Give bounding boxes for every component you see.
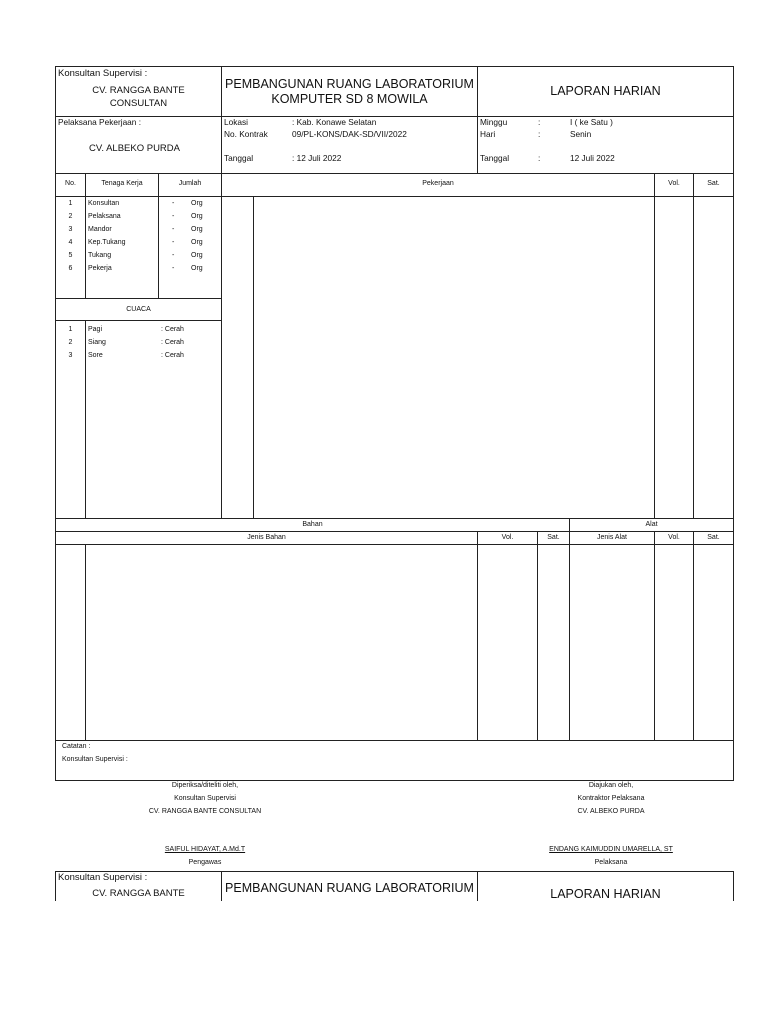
hari-label: Hari	[480, 129, 496, 139]
border-line	[55, 298, 222, 299]
sign-right-line2: Kontraktor Pelaksana	[577, 795, 645, 802]
border-line	[55, 740, 734, 741]
col-jumlah: Jumlah	[178, 180, 202, 187]
row-name: Mandor	[88, 226, 112, 233]
sign-left-line3: CV. RANGGA BANTE CONSULTAN	[148, 808, 262, 815]
alat-header: Alat	[645, 521, 658, 528]
sign-right-line1: Diajukan oleh,	[588, 782, 634, 789]
border-line	[158, 173, 159, 298]
col-tenaga-kerja: Tenaga Kerja	[101, 180, 143, 187]
border-line	[55, 544, 734, 545]
sign-left-line2: Konsultan Supervisi	[174, 795, 236, 802]
tanggal2-colon: :	[538, 153, 541, 163]
sign-left-name: SAIFUL HIDAYAT, A.Md.T	[164, 846, 246, 853]
row-no: 4	[68, 239, 73, 246]
hari-colon: :	[538, 129, 541, 139]
kontrak-value: 09/PL-KONS/DAK-SD/VII/2022	[292, 129, 407, 139]
row-no: 1	[68, 200, 73, 207]
row-unit: Org	[191, 226, 203, 233]
border-line	[654, 531, 655, 740]
pelaksana-name: CV. ALBEKO PURDA	[89, 143, 180, 154]
cuaca-value: : Cerah	[161, 339, 184, 346]
border-line	[55, 196, 734, 197]
sign-right-role: Pelaksana	[594, 859, 628, 866]
row-no: 3	[68, 226, 73, 233]
sign-left-role: Pengawas	[188, 859, 222, 866]
sign-right-name: ENDANG KAIMUDDIN UMARELLA, ST	[549, 846, 673, 853]
border-line	[55, 320, 222, 321]
border-line	[55, 116, 734, 117]
tanggal2-label: Tanggal	[480, 153, 510, 163]
sign-left-line1: Diperiksa/diteliti oleh,	[171, 782, 239, 789]
row-name: Tukang	[88, 252, 112, 259]
border-line	[55, 66, 734, 67]
project-title-line1-2: PEMBANGUNAN RUANG LABORATORIUM	[225, 881, 474, 895]
row-name: Kep.Tukang	[88, 239, 126, 246]
project-title-line1: PEMBANGUNAN RUANG LABORATORIUM	[225, 77, 474, 91]
col-bahan-sat: Sat.	[547, 534, 560, 541]
row-no: 5	[68, 252, 73, 259]
border-line	[55, 531, 734, 532]
lokasi-value: : Kab. Konawe Selatan	[292, 117, 377, 127]
row-name: Pelaksana	[88, 213, 121, 220]
cuaca-no: 1	[68, 326, 73, 333]
row-unit: Org	[191, 265, 203, 272]
border-line	[85, 320, 86, 519]
border-line	[221, 66, 222, 519]
pelaksana-label: Pelaksana Pekerjaan :	[58, 117, 142, 127]
row-name: Pekerja	[88, 265, 112, 272]
row-unit: Org	[191, 213, 203, 220]
row-unit: Org	[191, 239, 203, 246]
border-line	[537, 531, 538, 740]
border-line	[477, 66, 478, 173]
konsultan-label-2: Konsultan Supervisi :	[58, 872, 148, 883]
lokasi-label: Lokasi	[224, 117, 248, 127]
hari-value: Senin	[570, 129, 592, 139]
border-line	[693, 173, 694, 519]
row-no: 6	[68, 265, 73, 272]
row-name: Konsultan	[88, 200, 120, 207]
row-jumlah: -	[172, 252, 175, 259]
catatan-konsultan-label: Konsultan Supervisi :	[62, 756, 128, 763]
border-line	[55, 780, 734, 781]
row-jumlah: -	[172, 265, 175, 272]
cuaca-value: : Cerah	[161, 352, 184, 359]
border-line	[253, 196, 254, 519]
tanggal-label: Tanggal	[224, 153, 254, 163]
sign-right-line3: CV. ALBEKO PURDA	[577, 808, 645, 815]
row-jumlah: -	[172, 226, 175, 233]
minggu-colon: :	[538, 117, 541, 127]
cuaca-time: Siang	[88, 339, 106, 346]
konsultan-name-line2: CONSULTAN	[109, 98, 168, 109]
col-bahan-vol: Vol.	[501, 534, 514, 541]
tanggal-value: : 12 Juli 2022	[292, 153, 342, 163]
col-alat-sat: Sat.	[707, 534, 720, 541]
konsultan-name-line1: CV. RANGGA BANTE	[92, 85, 185, 96]
project-title-line2: KOMPUTER SD 8 MOWILA	[271, 92, 428, 106]
report-title: LAPORAN HARIAN	[550, 84, 661, 98]
row-unit: Org	[191, 200, 203, 207]
konsultan-name-line1-2: CV. RANGGA BANTE	[92, 888, 185, 899]
col-pekerjaan: Pekerjaan	[422, 180, 454, 187]
tanggal2-value: 12 Juli 2022	[570, 153, 615, 163]
row-no: 2	[68, 213, 73, 220]
col-alat-vol: Vol.	[668, 534, 680, 541]
border-line	[654, 173, 655, 519]
border-line	[85, 544, 86, 740]
cuaca-time: Sore	[88, 352, 103, 359]
row-unit: Org	[191, 252, 203, 259]
col-jenis-bahan: Jenis Bahan	[247, 534, 286, 541]
border-line	[55, 518, 734, 519]
border-line	[85, 173, 86, 298]
kontrak-label: No. Kontrak	[224, 129, 268, 139]
border-line	[55, 871, 734, 872]
border-line	[477, 531, 478, 740]
border-line	[693, 531, 694, 740]
bahan-header: Bahan	[302, 521, 323, 528]
minggu-value: I ( ke Satu )	[570, 117, 613, 127]
cuaca-time: Pagi	[88, 326, 103, 333]
col-vol: Vol.	[668, 180, 680, 187]
col-sat: Sat.	[707, 180, 720, 187]
minggu-label: Minggu	[480, 117, 508, 127]
border-line	[569, 518, 570, 740]
col-no: No.	[65, 180, 76, 187]
border-line	[733, 871, 734, 901]
konsultan-label: Konsultan Supervisi :	[58, 68, 148, 79]
row-jumlah: -	[172, 239, 175, 246]
catatan-label: Catatan :	[62, 743, 91, 750]
row-jumlah: -	[172, 200, 175, 207]
cuaca-no: 3	[68, 352, 73, 359]
cuaca-title: CUACA	[126, 306, 151, 313]
cuaca-value: : Cerah	[161, 326, 184, 333]
border-line	[55, 173, 734, 174]
row-jumlah: -	[172, 213, 175, 220]
cuaca-no: 2	[68, 339, 73, 346]
col-jenis-alat: Jenis Alat	[597, 534, 627, 541]
report-title-2: LAPORAN HARIAN	[550, 887, 661, 901]
